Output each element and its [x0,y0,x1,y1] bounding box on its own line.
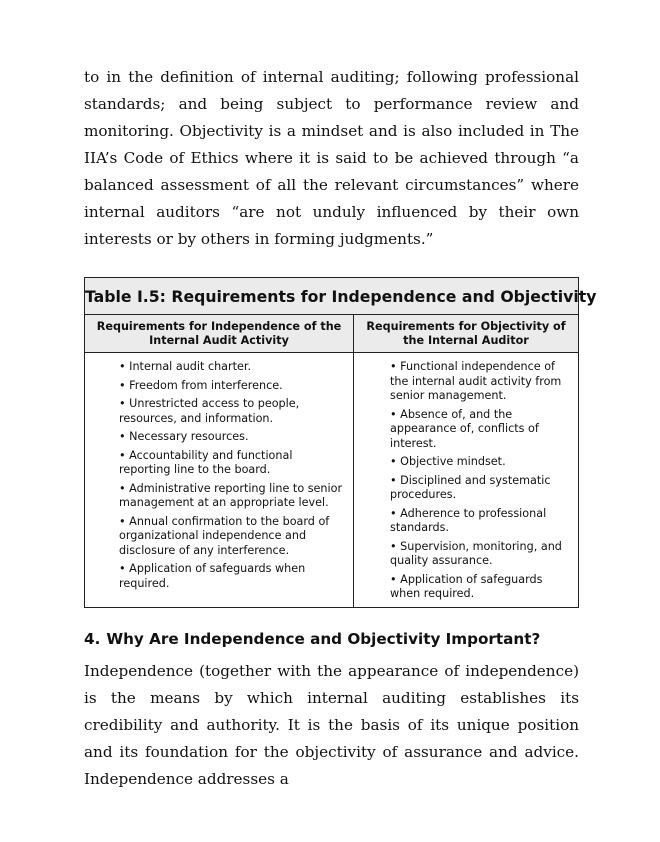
bullet-icon: • [390,473,397,487]
list-item [119,397,343,426]
list-item [119,562,343,591]
bullet-icon: • [119,481,126,495]
list-item [119,515,343,559]
list-item [390,573,572,602]
list-item-text: Accountability and functional reporting line to the board. [119,448,293,476]
bullet-icon: • [390,539,397,553]
bullet-icon: • [390,572,397,586]
objectivity-requirements-cell [354,353,578,607]
list-item-text: Administrative reporting line to senior management at an appropriate level. [119,481,343,509]
bullet-icon: • [119,360,126,373]
independence-column-header: Requirements for Independence of the Internal Audit Activity [85,315,354,352]
requirements-table [84,277,597,608]
list-item [119,360,343,375]
list-item-text: Application of safeguards when required. [390,572,543,600]
list-item [390,408,572,452]
section-title: Why Are Independence and Objectivity Important? [106,629,541,648]
list-item [119,430,343,445]
list-item [119,379,343,394]
section-paragraph: Independence (together with the appearance of independence) is the means by which internal auditing establishes its credibility and authority. It is the basis of its unique position and its foundation for the objectivity of assurance and advice. Independence addresses a [84,661,579,788]
independence-requirements-list [119,360,343,591]
section-heading [84,630,579,648]
list-item [119,482,343,511]
intro-paragraph: to in the definition of internal auditing; following professional standards; and being subject to performance review and monitoring. Objectivity is a mindset and is also included in The IIA’s Code of Ethics where it is said to be achieved through “a balanced assessment of all the relevant circumstances” where internal auditors “are not unduly influenced by their own interests or by others in forming judgments.” [84,68,579,248]
bullet-icon: • [390,506,397,520]
list-item-text: Internal audit charter. [129,360,252,373]
list-item-text: Necessary resources. [129,430,249,443]
bullet-icon: • [390,407,397,421]
list-item-text: Unrestricted access to people, resources, and information. [119,397,300,425]
bullet-icon: • [390,455,397,468]
section-number: 4. [84,629,101,648]
bullet-icon: • [119,514,126,528]
list-item [390,474,572,503]
bullet-icon: • [119,378,126,392]
table-title: Table I.5: Requirements for Independence and Objectivity [85,278,578,315]
list-item-text: Application of safeguards when required. [119,562,306,590]
bullet-icon: • [390,360,397,373]
list-item [390,360,572,404]
table-body-row [85,353,578,607]
list-item-text: Disciplined and systematic procedures. [390,473,551,501]
list-item [390,540,572,569]
objectivity-column-header: Requirements for Objectivity of the Internal Auditor [366,320,566,347]
independence-requirements-cell [85,353,354,607]
bullet-icon: • [119,397,126,410]
table-header-row [85,315,578,353]
list-item [390,455,572,470]
list-item-text: Freedom from interference. [129,378,283,392]
list-item-text: Absence of, and the appearance of, conflicts of interest. [390,407,539,450]
bullet-icon: • [119,562,126,575]
list-item [119,449,343,478]
list-item-text: Supervision, monitoring, and quality assurance. [390,539,562,567]
list-item-text: Functional independence of the internal audit activity from senior management. [390,360,562,402]
bullet-icon: • [119,448,126,462]
document-page [84,64,597,793]
bullet-icon: • [119,430,126,443]
objectivity-requirements-list [390,360,572,602]
list-item-text: Annual confirmation to the board of organizational independence and disclosure of any interference. [119,514,330,557]
list-item [390,507,572,536]
list-item-text: Objective mindset. [400,455,506,468]
list-item-text: Adherence to professional standards. [390,506,547,534]
